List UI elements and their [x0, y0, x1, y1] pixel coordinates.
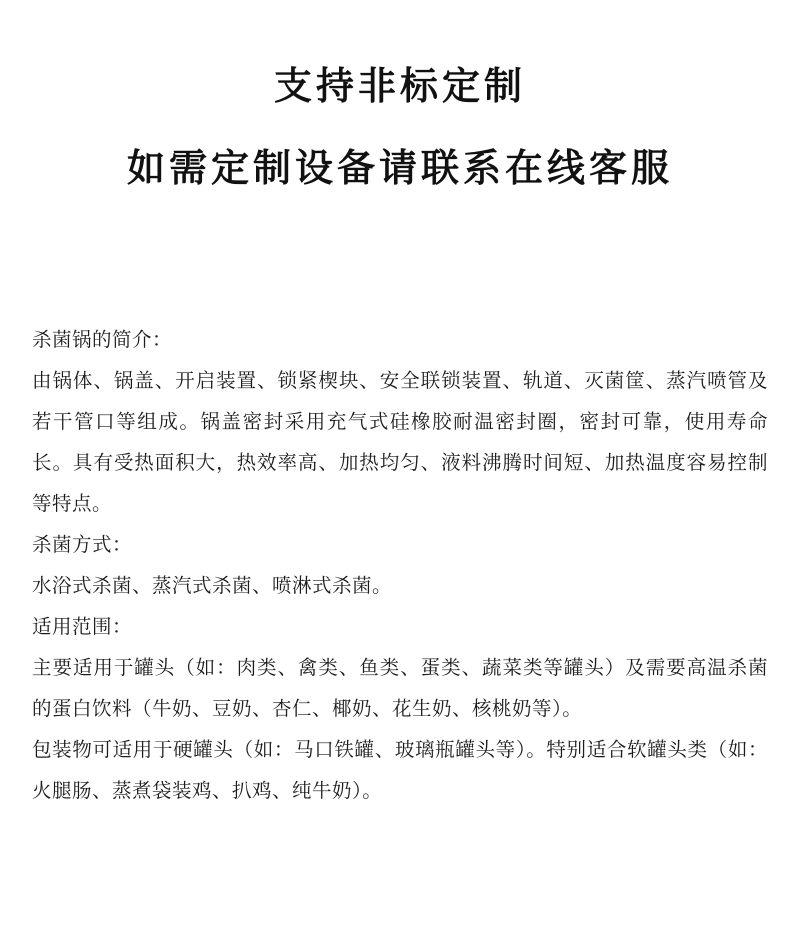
- headline-secondary: 如需定制设备请联系在线客服: [126, 144, 673, 190]
- section-label-methods: 杀菌方式：: [32, 533, 133, 556]
- section-label-scope: 适用范围：: [32, 615, 133, 638]
- section-body-methods: 水浴式杀菌、蒸汽式杀菌、喷淋式杀菌。: [32, 574, 393, 597]
- section-body-scope-continued: 包装物可适用于硬罐头（如：马口铁罐、玻璃瓶罐头等）。特别适合软罐头类（如：火腿肠、蒸煮袋装鸡、扒鸡、纯牛奶）。: [32, 738, 768, 802]
- section-body-scope: 主要适用于罐头（如：肉类、禽类、鱼类、蛋类、蔬菜类等罐头）及需要高温杀菌的蛋白饮料（牛奶、豆奶、杏仁、椰奶、花生奶、核桃奶等）。: [32, 656, 768, 720]
- document-page: [0, 62, 800, 942]
- section-body-intro: 由锅体、锅盖、开启装置、锁紧楔块、安全联锁装置、轨道、灭菌筐、蒸汽喷管及若干管口等组成。锅盖密封采用充气式硅橡胶耐温密封圈，密封可靠，使用寿命长。具有受热面积大，热效率高、加热均匀、液料沸腾时间短、加热温度容易控制等特点。: [32, 369, 768, 515]
- section-label-intro: 杀菌锅的简介：: [32, 328, 173, 351]
- headline-primary: 支持非标定制: [273, 63, 526, 108]
- body-content: [0, 319, 800, 811]
